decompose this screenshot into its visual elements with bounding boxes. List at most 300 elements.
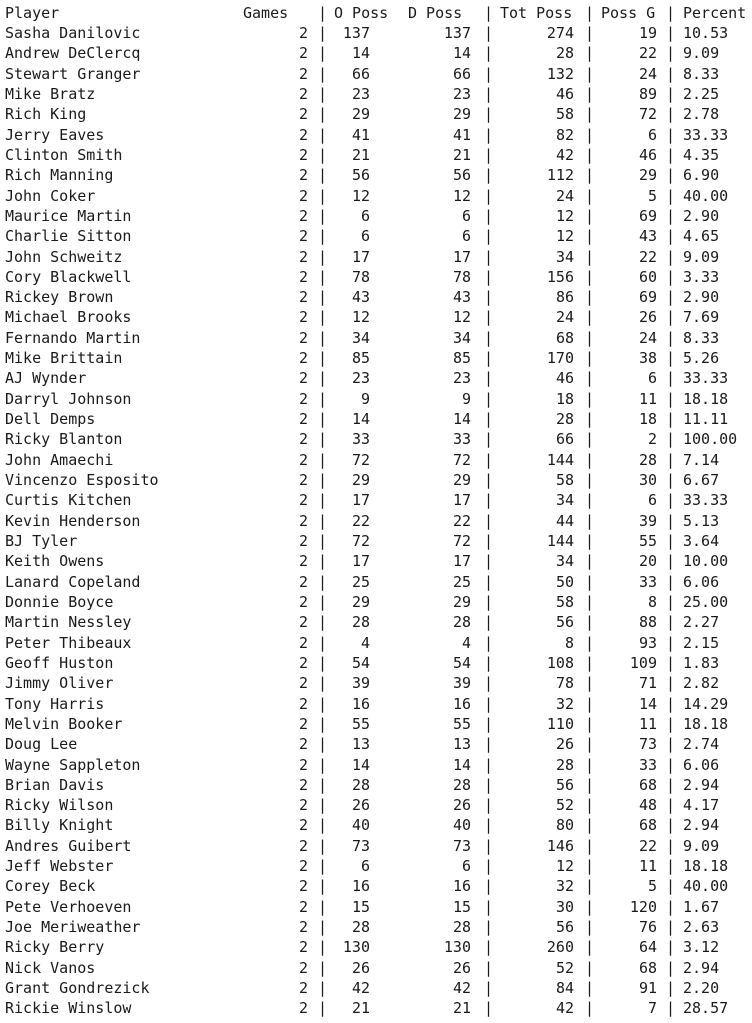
d-poss-value: 23 xyxy=(452,369,471,388)
percent-value: 100.00 xyxy=(683,430,738,449)
player-name: Donnie Boyce xyxy=(5,592,114,611)
o-poss-value: 21 xyxy=(351,999,370,1018)
column-separator: | xyxy=(318,288,328,307)
d-poss-value: 23 xyxy=(452,84,471,103)
d-poss-value: 25 xyxy=(452,572,471,591)
o-poss-value: 23 xyxy=(351,369,370,388)
poss-g-value: 29 xyxy=(638,166,657,185)
column-separator: | xyxy=(318,206,328,225)
games-value: 2 xyxy=(298,897,308,916)
table-row xyxy=(0,226,752,246)
d-poss-value: 13 xyxy=(452,735,471,754)
percent-value: 2.94 xyxy=(683,816,720,835)
column-separator: | xyxy=(666,308,676,327)
column-separator: | xyxy=(484,4,494,22)
column-separator: | xyxy=(318,4,328,22)
games-value: 2 xyxy=(298,653,308,672)
d-poss-value: 16 xyxy=(452,877,471,896)
column-separator: | xyxy=(585,328,595,347)
column-separator: | xyxy=(666,206,676,225)
o-poss-value: 22 xyxy=(351,511,370,530)
poss-g-value: 68 xyxy=(638,958,657,977)
column-separator: | xyxy=(484,511,494,530)
player-name: Ricky Berry xyxy=(5,938,105,957)
games-value: 2 xyxy=(298,938,308,957)
games-value: 2 xyxy=(298,877,308,896)
games-value: 2 xyxy=(298,775,308,794)
column-separator: | xyxy=(484,674,494,693)
column-separator: | xyxy=(666,532,676,550)
games-value: 2 xyxy=(298,125,308,144)
table-row xyxy=(0,267,752,287)
games-value: 2 xyxy=(298,572,308,591)
d-poss-value: 6 xyxy=(461,227,471,246)
tot-poss-value: 12 xyxy=(555,206,574,225)
player-name: AJ Wynder xyxy=(5,369,87,388)
tot-poss-value: 66 xyxy=(555,430,574,449)
tot-poss-value: 42 xyxy=(555,145,574,164)
games-value: 2 xyxy=(298,755,308,774)
column-separator: | xyxy=(666,999,676,1018)
table-row xyxy=(0,917,752,937)
column-separator: | xyxy=(318,247,328,266)
column-separator: | xyxy=(484,775,494,794)
games-value: 2 xyxy=(298,613,308,632)
d-poss-value: 22 xyxy=(452,511,471,530)
games-value: 2 xyxy=(298,227,308,246)
tot-poss-value: 8 xyxy=(564,633,574,652)
games-value: 2 xyxy=(298,24,308,42)
percent-value: 3.64 xyxy=(683,532,720,550)
d-poss-value: 43 xyxy=(452,288,471,307)
poss-g-value: 71 xyxy=(638,674,657,693)
d-poss-value: 29 xyxy=(452,471,471,490)
player-name: John Amaechi xyxy=(5,450,114,469)
column-separator: | xyxy=(666,552,676,571)
table-row xyxy=(0,389,752,409)
percent-value: 2.90 xyxy=(683,206,720,225)
o-poss-value: 130 xyxy=(342,938,370,957)
column-separator: | xyxy=(666,24,676,42)
column-separator: | xyxy=(585,430,595,449)
column-separator: | xyxy=(666,897,676,916)
o-poss-value: 56 xyxy=(351,166,370,185)
header-poss-g: Poss G xyxy=(601,4,656,22)
percent-value: 40.00 xyxy=(683,877,729,896)
o-poss-value: 17 xyxy=(351,247,370,266)
o-poss-value: 6 xyxy=(360,227,370,246)
player-name: Martin Nessley xyxy=(5,613,132,632)
column-separator: | xyxy=(484,816,494,835)
percent-value: 7.69 xyxy=(683,308,720,327)
tot-poss-value: 58 xyxy=(555,592,574,611)
column-separator: | xyxy=(666,166,676,185)
d-poss-value: 54 xyxy=(452,653,471,672)
d-poss-value: 56 xyxy=(452,166,471,185)
games-value: 2 xyxy=(298,735,308,754)
column-separator: | xyxy=(585,389,595,408)
column-separator: | xyxy=(318,836,328,855)
tot-poss-value: 86 xyxy=(555,288,574,307)
o-poss-value: 6 xyxy=(360,857,370,876)
d-poss-value: 72 xyxy=(452,532,471,550)
games-value: 2 xyxy=(298,430,308,449)
player-name: Rickie Winslow xyxy=(5,999,132,1018)
o-poss-value: 66 xyxy=(351,64,370,83)
games-value: 2 xyxy=(298,328,308,347)
player-name: John Coker xyxy=(5,186,96,205)
column-separator: | xyxy=(666,410,676,429)
column-separator: | xyxy=(318,613,328,632)
poss-g-value: 93 xyxy=(638,633,657,652)
games-value: 2 xyxy=(298,592,308,611)
column-separator: | xyxy=(484,166,494,185)
games-value: 2 xyxy=(298,308,308,327)
games-value: 2 xyxy=(298,64,308,83)
column-separator: | xyxy=(484,227,494,246)
table-row xyxy=(0,978,752,998)
column-separator: | xyxy=(318,633,328,652)
player-name: Joe Meriweather xyxy=(5,918,141,937)
column-separator: | xyxy=(666,369,676,388)
percent-value: 6.67 xyxy=(683,471,720,490)
column-separator: | xyxy=(666,227,676,246)
column-separator: | xyxy=(666,755,676,774)
d-poss-value: 15 xyxy=(452,897,471,916)
column-separator: | xyxy=(585,877,595,896)
tot-poss-value: 52 xyxy=(555,958,574,977)
tot-poss-value: 110 xyxy=(546,714,574,733)
column-separator: | xyxy=(484,491,494,510)
poss-g-value: 5 xyxy=(647,877,657,896)
column-separator: | xyxy=(318,24,328,42)
o-poss-value: 34 xyxy=(351,328,370,347)
column-separator: | xyxy=(666,613,676,632)
column-separator: | xyxy=(484,938,494,957)
poss-g-value: 11 xyxy=(638,857,657,876)
o-poss-value: 25 xyxy=(351,572,370,591)
o-poss-value: 41 xyxy=(351,125,370,144)
table-row xyxy=(0,694,752,714)
percent-value: 2.94 xyxy=(683,958,720,977)
poss-g-value: 68 xyxy=(638,816,657,835)
column-separator: | xyxy=(585,755,595,774)
column-separator: | xyxy=(666,592,676,611)
percent-value: 2.78 xyxy=(683,105,720,124)
tot-poss-value: 34 xyxy=(555,491,574,510)
poss-g-value: 60 xyxy=(638,267,657,286)
column-separator: | xyxy=(484,633,494,652)
column-separator: | xyxy=(585,653,595,672)
column-separator: | xyxy=(585,572,595,591)
poss-g-value: 7 xyxy=(647,999,657,1018)
tot-poss-value: 260 xyxy=(546,938,574,957)
o-poss-value: 73 xyxy=(351,836,370,855)
tot-poss-value: 78 xyxy=(555,674,574,693)
column-separator: | xyxy=(585,674,595,693)
column-separator: | xyxy=(585,471,595,490)
o-poss-value: 6 xyxy=(360,206,370,225)
column-separator: | xyxy=(585,145,595,164)
games-value: 2 xyxy=(298,918,308,937)
column-separator: | xyxy=(318,674,328,693)
o-poss-value: 23 xyxy=(351,84,370,103)
column-separator: | xyxy=(666,694,676,713)
d-poss-value: 26 xyxy=(452,958,471,977)
column-separator: | xyxy=(318,84,328,103)
column-separator: | xyxy=(484,410,494,429)
poss-g-value: 88 xyxy=(638,613,657,632)
player-name: Vincenzo Esposito xyxy=(5,471,159,490)
poss-g-value: 18 xyxy=(638,410,657,429)
tot-poss-value: 50 xyxy=(555,572,574,591)
column-separator: | xyxy=(585,532,595,550)
o-poss-value: 29 xyxy=(351,592,370,611)
games-value: 2 xyxy=(298,450,308,469)
tot-poss-value: 46 xyxy=(555,84,574,103)
column-separator: | xyxy=(318,389,328,408)
tot-poss-value: 28 xyxy=(555,755,574,774)
o-poss-value: 28 xyxy=(351,918,370,937)
column-separator: | xyxy=(484,389,494,408)
games-value: 2 xyxy=(298,267,308,286)
player-name: BJ Tyler xyxy=(5,532,78,550)
column-separator: | xyxy=(666,430,676,449)
column-separator: | xyxy=(484,958,494,977)
column-separator: | xyxy=(585,247,595,266)
column-separator: | xyxy=(585,288,595,307)
table-row xyxy=(0,186,752,206)
tot-poss-value: 144 xyxy=(546,532,574,550)
column-separator: | xyxy=(585,267,595,286)
o-poss-value: 15 xyxy=(351,897,370,916)
poss-g-value: 20 xyxy=(638,552,657,571)
column-separator: | xyxy=(318,430,328,449)
games-value: 2 xyxy=(298,349,308,368)
o-poss-value: 17 xyxy=(351,491,370,510)
poss-g-value: 11 xyxy=(638,714,657,733)
player-name: Stewart Granger xyxy=(5,64,141,83)
percent-value: 2.20 xyxy=(683,979,720,998)
tot-poss-value: 24 xyxy=(555,308,574,327)
player-name: Rich King xyxy=(5,105,87,124)
table-row xyxy=(0,998,752,1018)
tot-poss-value: 32 xyxy=(555,694,574,713)
percent-value: 9.09 xyxy=(683,247,720,266)
games-value: 2 xyxy=(298,836,308,855)
games-value: 2 xyxy=(298,958,308,977)
d-poss-value: 14 xyxy=(452,410,471,429)
column-separator: | xyxy=(484,308,494,327)
poss-g-value: 22 xyxy=(638,44,657,63)
column-separator: | xyxy=(585,206,595,225)
column-separator: | xyxy=(484,999,494,1018)
d-poss-value: 78 xyxy=(452,267,471,286)
o-poss-value: 39 xyxy=(351,674,370,693)
column-separator: | xyxy=(318,653,328,672)
column-separator: | xyxy=(585,64,595,83)
player-name: Pete Verhoeven xyxy=(5,897,132,916)
poss-g-value: 26 xyxy=(638,308,657,327)
tot-poss-value: 68 xyxy=(555,328,574,347)
header-row xyxy=(0,3,752,23)
player-name: Kevin Henderson xyxy=(5,511,141,530)
tot-poss-value: 32 xyxy=(555,877,574,896)
d-poss-value: 137 xyxy=(443,24,471,42)
column-separator: | xyxy=(318,166,328,185)
games-value: 2 xyxy=(298,633,308,652)
column-separator: | xyxy=(484,979,494,998)
column-separator: | xyxy=(318,511,328,530)
games-value: 2 xyxy=(298,166,308,185)
column-separator: | xyxy=(318,694,328,713)
column-separator: | xyxy=(318,755,328,774)
column-separator: | xyxy=(666,491,676,510)
games-value: 2 xyxy=(298,105,308,124)
percent-value: 2.15 xyxy=(683,633,720,652)
column-separator: | xyxy=(585,105,595,124)
d-poss-value: 17 xyxy=(452,491,471,510)
games-value: 2 xyxy=(298,511,308,530)
player-name: Ricky Wilson xyxy=(5,796,114,815)
tot-poss-value: 84 xyxy=(555,979,574,998)
games-value: 2 xyxy=(298,206,308,225)
table-row xyxy=(0,572,752,592)
o-poss-value: 55 xyxy=(351,714,370,733)
percent-value: 6.06 xyxy=(683,572,720,591)
o-poss-value: 21 xyxy=(351,145,370,164)
percent-value: 25.00 xyxy=(683,592,729,611)
column-separator: | xyxy=(484,877,494,896)
poss-g-value: 55 xyxy=(638,532,657,550)
games-value: 2 xyxy=(298,694,308,713)
percent-value: 10.00 xyxy=(683,552,729,571)
games-value: 2 xyxy=(298,44,308,63)
column-separator: | xyxy=(484,24,494,42)
tot-poss-value: 108 xyxy=(546,653,574,672)
column-separator: | xyxy=(484,796,494,815)
table-row xyxy=(0,450,752,470)
column-separator: | xyxy=(484,84,494,103)
games-value: 2 xyxy=(298,84,308,103)
column-separator: | xyxy=(484,857,494,876)
o-poss-value: 78 xyxy=(351,267,370,286)
poss-g-value: 28 xyxy=(638,450,657,469)
player-name: Charlie Sitton xyxy=(5,227,132,246)
tot-poss-value: 44 xyxy=(555,511,574,530)
player-name: Mike Bratz xyxy=(5,84,96,103)
o-poss-value: 28 xyxy=(351,775,370,794)
player-name: Andres Guibert xyxy=(5,836,132,855)
poss-g-value: 76 xyxy=(638,918,657,937)
column-separator: | xyxy=(585,308,595,327)
column-separator: | xyxy=(484,592,494,611)
player-name: Curtis Kitchen xyxy=(5,491,132,510)
player-name: Rich Manning xyxy=(5,166,114,185)
table-row xyxy=(0,592,752,612)
tot-poss-value: 170 xyxy=(546,349,574,368)
column-separator: | xyxy=(585,735,595,754)
o-poss-value: 33 xyxy=(351,430,370,449)
games-value: 2 xyxy=(298,552,308,571)
column-separator: | xyxy=(484,653,494,672)
tot-poss-value: 18 xyxy=(555,389,574,408)
table-row xyxy=(0,653,752,673)
d-poss-value: 12 xyxy=(452,308,471,327)
tot-poss-value: 34 xyxy=(555,247,574,266)
column-separator: | xyxy=(585,938,595,957)
d-poss-value: 12 xyxy=(452,186,471,205)
table-row xyxy=(0,104,752,124)
d-poss-value: 14 xyxy=(452,44,471,63)
column-separator: | xyxy=(666,877,676,896)
column-separator: | xyxy=(484,430,494,449)
d-poss-value: 34 xyxy=(452,328,471,347)
player-name: John Schweitz xyxy=(5,247,123,266)
header-player: Player xyxy=(5,4,60,22)
column-separator: | xyxy=(585,349,595,368)
column-separator: | xyxy=(585,714,595,733)
column-separator: | xyxy=(484,186,494,205)
column-separator: | xyxy=(484,44,494,63)
column-separator: | xyxy=(484,714,494,733)
table-row xyxy=(0,775,752,795)
table-row xyxy=(0,43,752,63)
column-separator: | xyxy=(318,186,328,205)
table-row xyxy=(0,755,752,775)
tot-poss-value: 42 xyxy=(555,999,574,1018)
poss-g-value: 6 xyxy=(647,125,657,144)
d-poss-value: 17 xyxy=(452,247,471,266)
poss-g-value: 109 xyxy=(629,653,657,672)
games-value: 2 xyxy=(298,999,308,1018)
percent-value: 33.33 xyxy=(683,491,729,510)
percent-value: 8.33 xyxy=(683,64,720,83)
d-poss-value: 6 xyxy=(461,206,471,225)
table-row xyxy=(0,84,752,104)
player-name: Nick Vanos xyxy=(5,958,96,977)
poss-g-value: 46 xyxy=(638,145,657,164)
column-separator: | xyxy=(484,145,494,164)
column-separator: | xyxy=(585,24,595,42)
table-row xyxy=(0,551,752,571)
d-poss-value: 29 xyxy=(452,105,471,124)
o-poss-value: 40 xyxy=(351,816,370,835)
d-poss-value: 55 xyxy=(452,714,471,733)
player-name: Wayne Sappleton xyxy=(5,755,141,774)
column-separator: | xyxy=(318,918,328,937)
table-row xyxy=(0,429,752,449)
column-separator: | xyxy=(585,552,595,571)
column-separator: | xyxy=(666,938,676,957)
o-poss-value: 43 xyxy=(351,288,370,307)
table-row xyxy=(0,64,752,84)
d-poss-value: 14 xyxy=(452,755,471,774)
percent-value: 4.65 xyxy=(683,227,720,246)
percent-value: 2.25 xyxy=(683,84,720,103)
tot-poss-value: 82 xyxy=(555,125,574,144)
poss-g-value: 11 xyxy=(638,389,657,408)
d-poss-value: 4 xyxy=(461,633,471,652)
d-poss-value: 85 xyxy=(452,349,471,368)
table-row xyxy=(0,795,752,815)
d-poss-value: 9 xyxy=(461,389,471,408)
o-poss-value: 29 xyxy=(351,471,370,490)
percent-value: 2.94 xyxy=(683,775,720,794)
table-row xyxy=(0,165,752,185)
poss-g-value: 24 xyxy=(638,328,657,347)
column-separator: | xyxy=(318,796,328,815)
